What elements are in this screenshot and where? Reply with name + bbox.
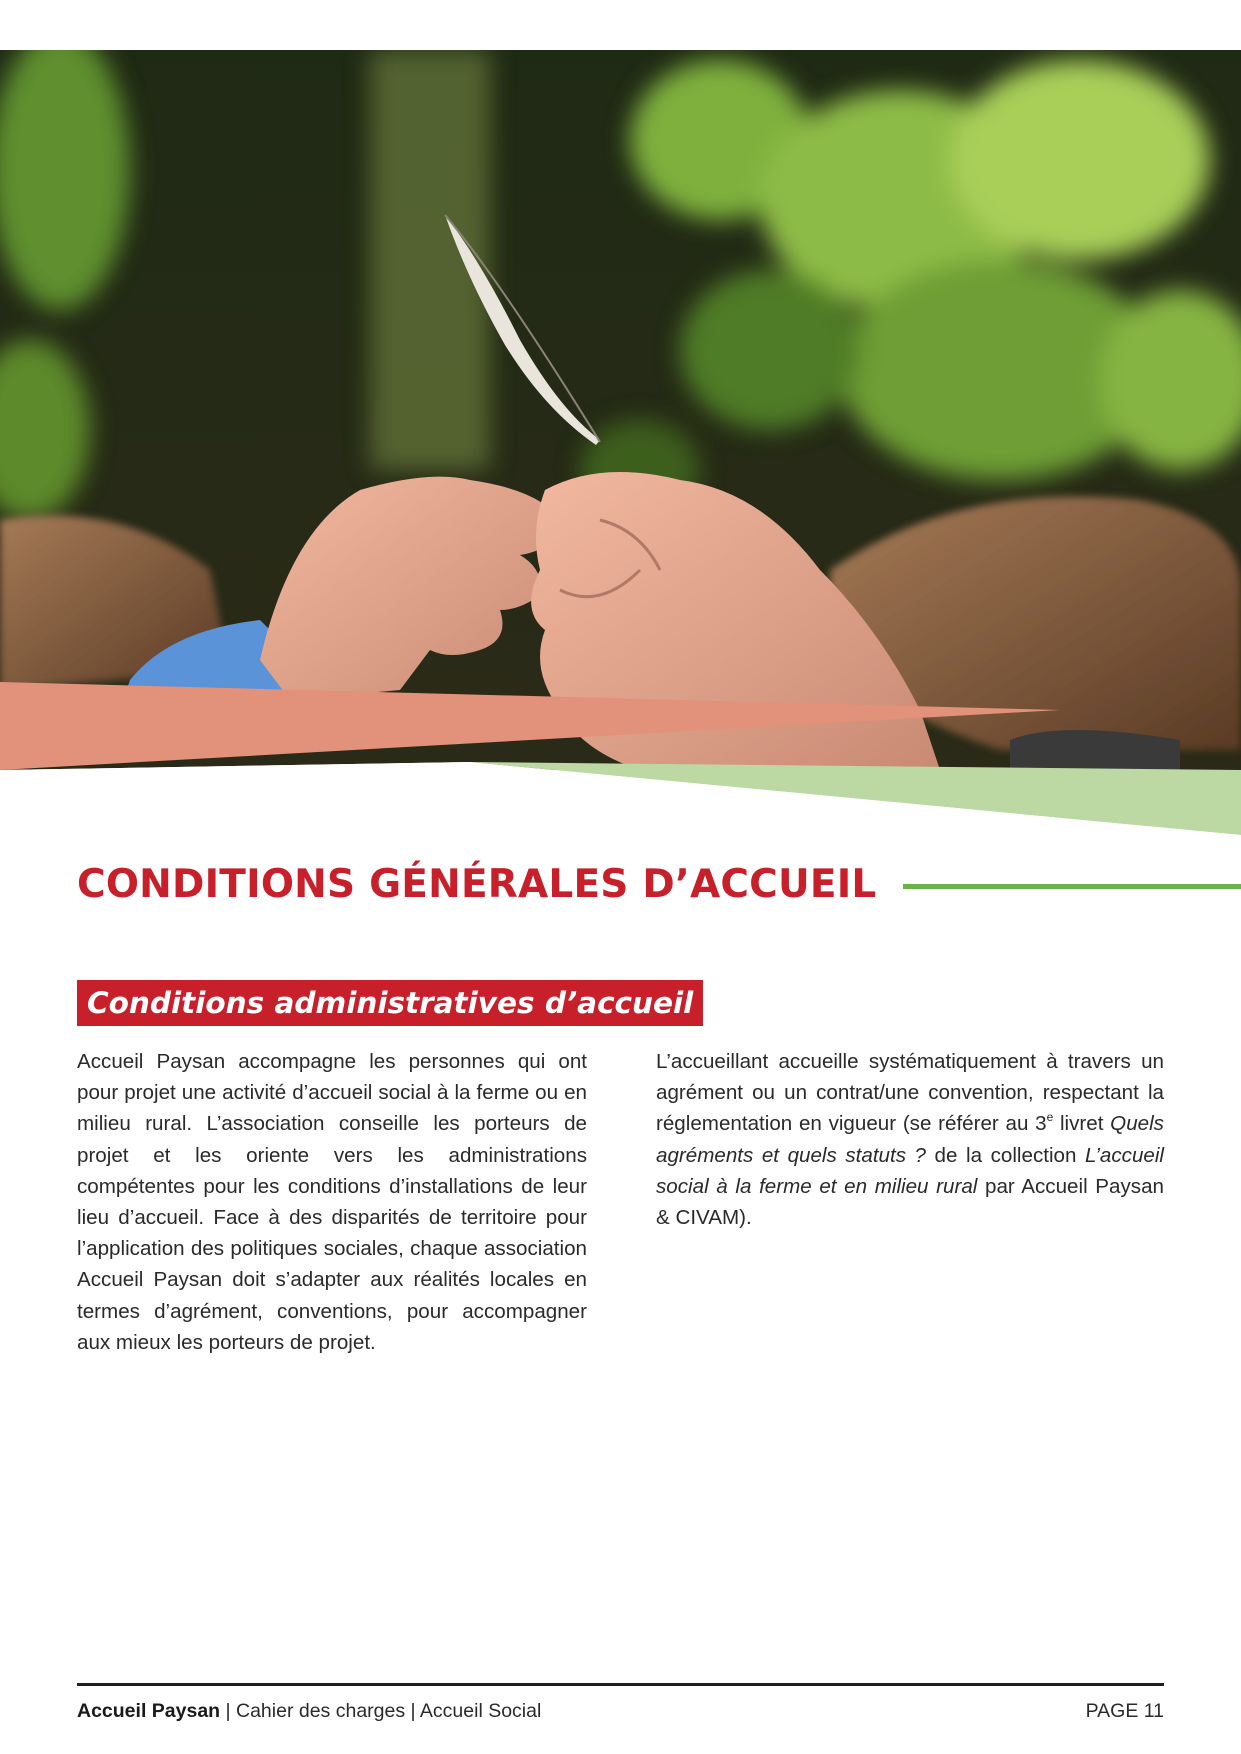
footer-section: Accueil Social: [419, 1700, 542, 1722]
right-mid: livret: [1053, 1112, 1111, 1136]
footer-doc: Cahier des charges: [236, 1700, 406, 1722]
right-intro: L’accueillant accueille systématiquement à travers un agrément ou un contrat/une convention, respectant la réglementation en vigueur (se référer au 3: [656, 1050, 1164, 1136]
title-rule: [903, 884, 1241, 889]
footer-rule: [77, 1683, 1164, 1686]
section-heading: Conditions administratives d’accueil: [77, 980, 703, 1026]
right-end: par Accueil Paysan & CIVAM).: [656, 1174, 1164, 1230]
footer-separator: |: [220, 1700, 236, 1722]
footer-separator: |: [405, 1700, 420, 1722]
right-paragraph: [656, 1046, 1164, 1233]
booklet-title: Quels agréments et quels statuts ?: [656, 1112, 1164, 1167]
left-column: [77, 1046, 587, 1358]
collection-title: L’accueil social à la ferme et en milieu rural: [656, 1143, 1164, 1198]
page-title: CONDITIONS GÉNÉRALES D’ACCUEIL: [77, 862, 877, 907]
footer-brand: Accueil Paysan: [77, 1700, 221, 1722]
page-number: PAGE 11: [1085, 1700, 1164, 1722]
right-column: [656, 1046, 1164, 1233]
footer-left: [77, 1700, 541, 1723]
left-paragraph: Accueil Paysan accompagne les personnes qui ont pour projet une activité d’accueil social à la ferme ou en milieu rural. L’association conseille les porteurs de projet et les oriente vers les administrations compétentes pour les conditions d’installations de leur lieu d’accueil. Face à des disparités de territoire pour l’application des politiques sociales, chaque association Accueil Paysan doit s’adapter aux réalités locales en termes d’agrément, conventions, pour accompagner aux mieux les porteurs de projet.: [77, 1050, 587, 1354]
hero-illustration: [0, 50, 1241, 840]
right-mid-2: de la collection: [926, 1143, 1085, 1167]
ordinal-superscript: e: [1046, 1109, 1054, 1124]
hero-photo: [0, 50, 1241, 840]
